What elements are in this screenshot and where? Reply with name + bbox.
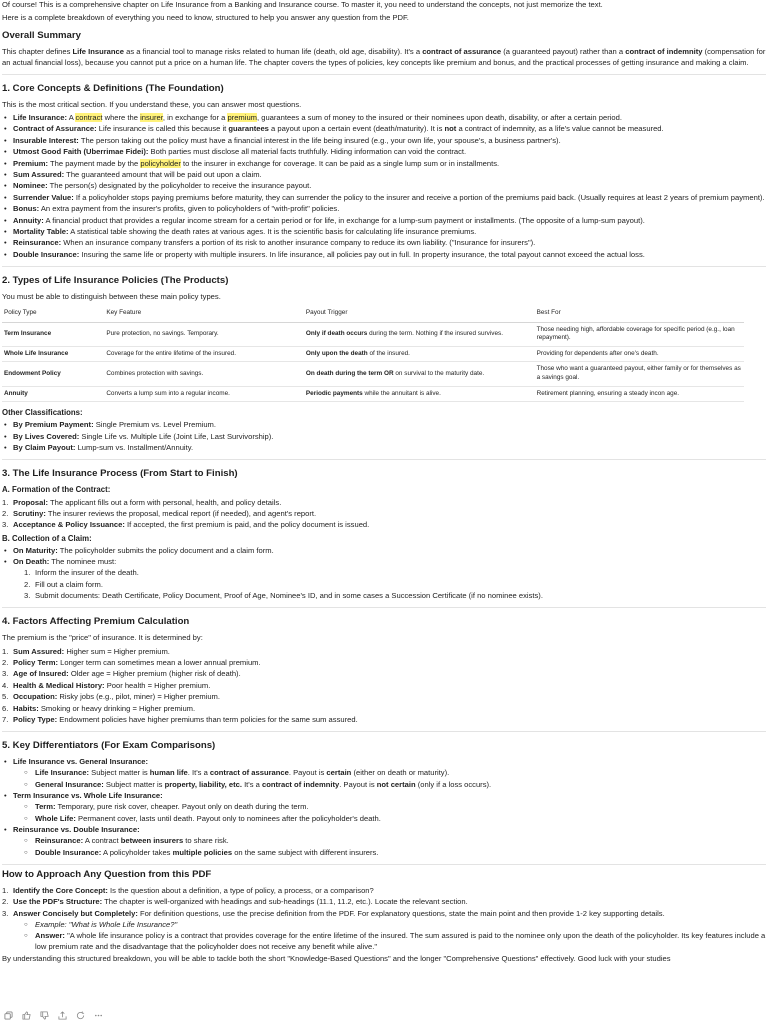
thumbs-down-icon[interactable] xyxy=(40,1011,49,1023)
section-1-heading: 1. Core Concepts & Definitions (The Foundation) xyxy=(2,82,224,94)
list-item: • Annuity: A financial product that provides a regular income stream for a certain period or for life, in exchange for a lump-sum payment or installments. (The opposite of a lump-sum payout). xyxy=(2,216,766,226)
section-2-intro: You must be able to distinguish between these main policy types. xyxy=(2,291,221,301)
list-item: • Reinsurance vs. Double Insurance: ○ Reinsurance: A contract between insurers to share risk. ○ Double Insurance: A policyholder takes multiple policies on the same subject with different insurers. xyxy=(2,825,766,858)
core-concepts-list xyxy=(2,113,766,260)
table-cell: Those needing high, affordable coverage for specific period (e.g., loan repayment). xyxy=(535,322,744,346)
sub-list xyxy=(13,836,766,858)
list-item: 2. Scrutiny: The insurer reviews the proposal, medical report (if needed), and agent's report. xyxy=(2,509,317,519)
table-cell: On death during the term OR on survival to the maturity date. xyxy=(304,362,535,386)
overall-summary-text: This chapter defines Life Insurance as a financial tool to manage risks related to human life (death, old age, disability). It's a contract of assurance (a guaranteed payout) rather than a contract of indemnity (compensation for an actual financial loss), because you cannot put a price on a human life. The chapter covers the types of policies, key concepts like premium and bonus, and the practical processes of getting insurance and making a claim. xyxy=(2,47,766,67)
table-cell: Converts a lump sum into a regular income. xyxy=(104,386,304,402)
divider xyxy=(2,459,766,460)
section-3-heading: 3. The Life Insurance Process (From Start to Finish) xyxy=(2,468,238,480)
list-item: • Utmost Good Faith (Uberrimae Fidei): Both parties must disclose all material facts truthfully. Hiding information can void the contract. xyxy=(2,147,766,157)
list-item: 6. Habits: Smoking or heavy drinking = Higher premium. xyxy=(2,703,196,713)
list-item: 1. Inform the insurer of the death. xyxy=(24,568,139,578)
list-item: 5. Occupation: Risky jobs (e.g., pilot, miner) = Higher premium. xyxy=(2,692,220,702)
formation-subheading: A. Formation of the Contract: xyxy=(2,485,111,495)
list-item: 3. Submit documents: Death Certificate, Policy Document, Proof of Age, Nominee's ID, and in some cases a Succession Certificate (if no nominee exists). xyxy=(24,591,543,601)
formation-steps-list xyxy=(2,498,766,531)
share-icon[interactable] xyxy=(58,1011,67,1023)
list-item: 1. Sum Assured: Higher sum = Higher premium. xyxy=(2,646,170,656)
list-item: 2. Use the PDF's Structure: The chapter is well-organized with headings and sub-headings (11.1, 11.2, etc.). Locate the relevant section. xyxy=(2,897,468,907)
divider xyxy=(2,266,766,267)
list-item: • Bonus: An extra payment from the insurer's profits, given to policyholders of "with-profit" policies. xyxy=(2,204,766,214)
list-item: • On Death: The nominee must: 1. Inform the insurer of the death. 2. Fill out a claim form. 3. Submit documents: Death Certificate, Policy Document, Proof of Age, Nominee's ID, and in some cases a Succession Certificate (if no nominee exists). xyxy=(2,557,766,601)
list-item: 7. Policy Type: Endowment policies have higher premiums than term policies for the same sum assured. xyxy=(2,714,358,724)
list-item: 2. Policy Term: Longer term can sometimes mean a lower annual premium. xyxy=(2,658,261,668)
list-item: • By Claim Payout: Lump-sum vs. Installment/Annuity. xyxy=(2,443,766,453)
list-item: • Reinsurance: When an insurance company transfers a portion of its risk to another insurance company to reduce its own liability. ("Insurance for insurers"). xyxy=(2,238,766,248)
divider xyxy=(2,864,766,865)
closing-paragraph: By understanding this structured breakdown, you will be able to tackle both the short "Knowledge-Based Questions" and the longer "Comprehensive Questions" effectively. Good luck with your studies xyxy=(2,953,671,963)
list-item: ○ Life Insurance: Subject matter is human life. It's a contract of assurance. Payout is certain (either on death or maturity). xyxy=(24,768,766,778)
table-cell: Periodic payments while the annuitant is alive. xyxy=(304,386,535,402)
section-2-heading: 2. Types of Life Insurance Policies (The Products) xyxy=(2,274,229,286)
table-cell: Term Insurance xyxy=(2,322,104,346)
list-item: • By Premium Payment: Single Premium vs. Level Premium. xyxy=(2,420,766,430)
list-item: • Premium: The payment made by the policyholder to the insurer in exchange for coverage. It can be paid as a single lump sum or in installments. xyxy=(2,159,766,169)
list-item: • Mortality Table: A statistical table showing the death rates at various ages. It is the scientific basis for calculating life insurance premiums. xyxy=(2,227,766,237)
death-claim-steps xyxy=(13,568,766,601)
list-item: 4. Health & Medical History: Poor health = Higher premium. xyxy=(2,680,211,690)
policy-types-table xyxy=(2,306,744,402)
list-item: • Sum Assured: The guaranteed amount that will be paid out upon a claim. xyxy=(2,170,766,180)
table-cell: Only upon the death of the insured. xyxy=(304,346,535,362)
divider xyxy=(2,607,766,608)
premium-factors-list xyxy=(2,647,766,726)
overall-summary-heading: Overall Summary xyxy=(2,30,81,42)
regenerate-icon[interactable] xyxy=(76,1011,85,1023)
list-item: ○ Reinsurance: A contract between insurers to share risk. xyxy=(24,836,766,846)
table-cell: Those who want a guaranteed payout, either family or for themselves as a savings goal. xyxy=(535,362,744,386)
intro-paragraph: Of course! This is a comprehensive chapter on Life Insurance from a Banking and Insurance course. To master it, you need to understand the concepts, not just memorize the text. xyxy=(2,0,603,9)
approach-list xyxy=(2,886,766,952)
section-5-heading: 5. Key Differentiators (For Exam Comparisons) xyxy=(2,740,216,752)
table-cell: Retirement planning, ensuring a steady incon age. xyxy=(535,386,744,402)
table-row xyxy=(2,362,744,386)
table-cell: Providing for dependents after one's death. xyxy=(535,346,744,362)
claim-subheading: B. Collection of a Claim: xyxy=(2,533,92,543)
list-item: • Life Insurance vs. General Insurance: ○ Life Insurance: Subject matter is human life. It's a contract of assurance. Payout is certain (either on death or maturity). ○ General Insurance: Subject matter is property, liability, etc. It's a contract of indemnity. Payout is not certain (only if a loss occurs). xyxy=(2,757,766,790)
list-item: 1. Identify the Core Concept: Is the question about a definition, a type of policy, a process, or a comparison? xyxy=(2,885,374,895)
claim-list xyxy=(2,546,766,602)
table-cell: Endowment Policy xyxy=(2,362,104,386)
approach-heading: How to Approach Any Question from this PDF xyxy=(2,868,212,880)
list-item: • Surrender Value: If a policyholder stops paying premiums before maturity, they can surrender the policy to the insurer and receive a portion of the premiums paid back. (Usually requires at least 2 years of premium payment). xyxy=(2,193,766,203)
list-item: 3. Acceptance & Policy Issuance: If accepted, the first premium is paid, and the policy document is issued. xyxy=(2,520,370,530)
list-item: • Contract of Assurance: Life insurance is called this because it guarantees a payout upon a certain event (death/maturity). It is not a contract of indemnity, as a life's value cannot be measured. xyxy=(2,124,766,134)
thumbs-up-icon[interactable] xyxy=(22,1011,31,1023)
list-item: ○ Double Insurance: A policyholder takes multiple policies on the same subject with different insurers. xyxy=(24,848,766,858)
column-header: Policy Type xyxy=(2,306,104,322)
table-row xyxy=(2,386,744,402)
list-item: • By Lives Covered: Single Life vs. Multiple Life (Joint Life, Last Survivorship). xyxy=(2,432,766,442)
sub-list xyxy=(13,920,766,952)
column-header: Key Feature xyxy=(104,306,304,322)
response-actions xyxy=(4,1011,103,1023)
other-classifications-list xyxy=(2,420,766,453)
divider xyxy=(2,731,766,732)
differentiators-list xyxy=(2,757,766,858)
table-cell: Combines protection with savings. xyxy=(104,362,304,386)
list-item: 2. Fill out a claim form. xyxy=(24,579,103,589)
list-item: 3. Answer Concisely but Completely: For definition questions, use the precise definition from the PDF. For explanatory questions, state the main point and then provide 1-2 key supporting details. ○ Example: "What is Whole Life Insurance?" ○ Answer: "A whole life insurance policy is a contract that provides coverage for the entire lifetime of the insured. The sum assured is paid to the nominee only upon the death of the policyholder. Its key features include a low premium rate and the disadvantage that the policyholder does not receive any benefit while alive." xyxy=(2,909,766,952)
list-item: ○ Term: Temporary, pure risk cover, cheaper. Payout only on death during the term. xyxy=(24,802,766,812)
section-4-heading: 4. Factors Affecting Premium Calculation xyxy=(2,616,190,628)
divider xyxy=(2,74,766,75)
list-item: • Double Insurance: Insuring the same life or property with multiple insurers. In life insurance, all policies pay out in full. In property insurance, the total payout cannot exceed the actual loss. xyxy=(2,250,766,260)
copy-icon[interactable] xyxy=(4,1011,13,1023)
table-cell: Pure protection, no savings. Temporary. xyxy=(104,322,304,346)
column-header: Best For xyxy=(535,306,744,322)
list-item: • Nominee: The person(s) designated by the policyholder to receive the insurance payout. xyxy=(2,181,766,191)
intro-paragraph-2: Here is a complete breakdown of everything you need to know, structured to help you answer any question from the PDF. xyxy=(2,13,409,23)
other-classifications-heading: Other Classifications: xyxy=(2,408,83,418)
list-item: ○ Answer: "A whole life insurance policy is a contract that provides coverage for the entire lifetime of the insured. The sum assured is paid to the nominee only upon the death of the policyholder. Its key features include a low premium rate and the disadvantage that the policyholder does not receive any benefit while alive." xyxy=(24,931,766,951)
sub-list xyxy=(13,802,766,824)
list-item: 1. Proposal: The applicant fills out a form with personal, health, and policy details. xyxy=(2,497,282,507)
sub-list xyxy=(13,768,766,790)
table-cell: Annuity xyxy=(2,386,104,402)
table-header-row xyxy=(2,306,744,322)
table-cell: Coverage for the entire lifetime of the insured. xyxy=(104,346,304,362)
list-item: ○ General Insurance: Subject matter is property, liability, etc. It's a contract of indemnity. Payout is not certain (only if a loss occurs). xyxy=(24,780,766,790)
list-item: • Insurable Interest: The person taking out the policy must have a financial interest in the life being insured (e.g., your own life, your spouse's, a business partner's). xyxy=(2,136,766,146)
list-item: ○ Whole Life: Permanent cover, lasts until death. Payout only to nominees after the policyholder's death. xyxy=(24,814,766,824)
more-icon[interactable] xyxy=(94,1011,103,1023)
section-4-intro: The premium is the "price" of insurance. It is determined by: xyxy=(2,633,203,643)
table-cell: Whole Life Insurance xyxy=(2,346,104,362)
list-item: ○ Example: "What is Whole Life Insurance?" xyxy=(24,920,766,930)
table-row xyxy=(2,346,744,362)
section-1-intro: This is the most critical section. If you understand these, you can answer most questions. xyxy=(2,99,302,109)
list-item: 3. Age of Insured: Older age = Higher premium (higher risk of death). xyxy=(2,669,241,679)
list-item: • On Maturity: The policyholder submits the policy document and a claim form. xyxy=(2,546,766,556)
table-row xyxy=(2,322,744,346)
list-item: • Life Insurance: A contract where the insurer, in exchange for a premium, guarantees a sum of money to the insured or their nominees upon death, disability, or after a certain period. xyxy=(2,113,766,123)
list-item: • Term Insurance vs. Whole Life Insurance: ○ Term: Temporary, pure risk cover, cheaper. Payout only on death during the term. ○ Whole Life: Permanent cover, lasts until death. Payout only to nominees after the policyholder's death. xyxy=(2,791,766,824)
table-cell: Only if death occurs during the term. Nothing if the insured survives. xyxy=(304,322,535,346)
column-header: Payout Trigger xyxy=(304,306,535,322)
